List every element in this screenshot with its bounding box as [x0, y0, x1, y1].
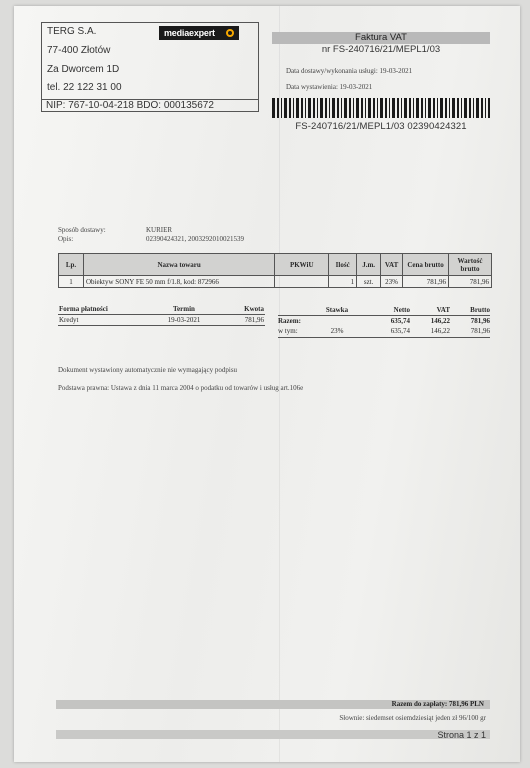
item-gross-price: 781,96: [403, 276, 449, 288]
seller-phone: tel. 22 122 31 00: [47, 82, 122, 93]
item-gross-value: 781,96: [448, 276, 491, 288]
barcode-bar: [428, 98, 431, 118]
barcode-bar: [380, 98, 383, 118]
barcode-bar: [317, 98, 318, 118]
col-pkwiu: PKWiU: [275, 254, 329, 276]
barcode-bar: [461, 98, 462, 118]
seller-box: [41, 22, 259, 112]
invoice-number: nr FS-240716/21/MEPL1/03: [321, 44, 441, 55]
barcode-bar: [481, 98, 483, 118]
barcode-bar: [329, 98, 330, 118]
barcode-bar: [413, 98, 414, 118]
barcode-bar: [488, 98, 490, 118]
payment-amount-header: Kwota: [215, 305, 265, 314]
net-header: Netto: [360, 305, 410, 315]
incl-rate: 23%: [314, 326, 360, 337]
issue-date: Data wystawienia: 19-03-2021: [286, 83, 373, 91]
invoice-title: Faktura VAT: [272, 32, 490, 44]
delivery-date: Data dostawy/wykonania usługi: 19-03-2021: [286, 67, 413, 75]
incl-label: w tym:: [278, 326, 314, 337]
col-name: Nazwa towaru: [83, 254, 274, 276]
legal-basis-note: Podstawa prawna: Ustawa z dnia 11 marca 2004 o podatku od towarów i usług art.106e: [58, 384, 304, 392]
barcode-bar: [320, 98, 323, 118]
barcode-bar: [404, 98, 407, 118]
col-lp: Lp.: [59, 254, 84, 276]
page-number: Strona 1 z 1: [437, 730, 486, 740]
barcode-bar: [389, 98, 390, 118]
description-value: 02390424321, 2003292010021539: [146, 235, 244, 243]
mediaexpert-logo: [159, 26, 239, 40]
payment-form: Kredyt: [58, 314, 153, 325]
sum-gross: 781,96: [470, 316, 490, 325]
vat-header: VAT: [410, 305, 450, 315]
barcode-bar: [373, 98, 375, 118]
barcode-bar: [409, 98, 411, 118]
vat-summary-table: [278, 305, 490, 338]
seller-tax-ids: NIP: 767-10-04-218 BDO: 000135672: [42, 99, 258, 112]
barcode-bar: [368, 98, 371, 118]
total-to-pay: Razem do zapłaty: 781,96 PLN: [56, 700, 490, 709]
summary-header-row: [278, 305, 490, 315]
incl-net: 635,74: [360, 326, 410, 337]
col-gross-value: Wartość brutto: [448, 254, 491, 276]
table-row: [59, 276, 492, 288]
incl-vat: 146,22: [410, 326, 450, 337]
seller-city: 77-400 Złotów: [47, 45, 111, 56]
barcode-bar: [377, 98, 378, 118]
item-pkwiu: [275, 276, 329, 288]
barcode-bar: [349, 98, 351, 118]
barcode-bar: [469, 98, 471, 118]
barcode-bar: [421, 98, 423, 118]
barcode-bar: [332, 98, 335, 118]
sum-vat: 146,22: [430, 316, 450, 325]
barcode-bar: [425, 98, 426, 118]
summary-total-row: [278, 315, 490, 326]
delivery-method-value: KURIER: [146, 226, 173, 234]
barcode-bar: [452, 98, 455, 118]
payment-table: [58, 305, 265, 326]
item-unit: szt.: [357, 276, 381, 288]
barcode-bar: [464, 98, 467, 118]
barcode-bar: [365, 98, 366, 118]
rate-header: Stawka: [314, 305, 360, 315]
logo-ring-icon: [226, 29, 234, 37]
barcode-bar: [361, 98, 363, 118]
incl-gross: 781,96: [450, 326, 490, 337]
barcode-bar: [272, 98, 275, 118]
item-vat: 23%: [381, 276, 403, 288]
barcode-bar: [401, 98, 402, 118]
gross-header: Brutto: [450, 305, 490, 315]
barcode-bar: [305, 98, 306, 118]
seller-name: TERG S.A.: [47, 26, 97, 37]
amount-in-words: Słownie: siedemset osiemdziesiąt jeden zł 96/100 gr: [339, 714, 486, 722]
barcode-text: FS-240716/21/MEPL1/03 02390424321: [295, 121, 467, 132]
logo-text: mediaexpert: [164, 28, 215, 38]
item-lp: 1: [59, 276, 84, 288]
delivery-method-label: Sposób dostawy:: [58, 226, 106, 234]
barcode-bar: [457, 98, 459, 118]
barcode-bar: [344, 98, 347, 118]
item-name: Obiektyw SONY FE 50 mm f/1.8, kod: 872966: [83, 276, 274, 288]
items-header-row: [59, 254, 492, 276]
barcode-bar: [337, 98, 339, 118]
sum-rate: [314, 315, 360, 326]
col-gross-price: Cena brutto: [403, 254, 449, 276]
payment-term: 19-03-2021: [153, 314, 215, 325]
barcode-bar: [437, 98, 438, 118]
payment-form-header: Forma płatności: [58, 305, 153, 314]
barcode-bar: [308, 98, 311, 118]
col-vat: VAT: [381, 254, 403, 276]
barcode-bar: [289, 98, 291, 118]
barcode-bar: [356, 98, 359, 118]
sum-net: 635,74: [390, 316, 410, 325]
barcode-bar: [385, 98, 387, 118]
barcode-bar: [449, 98, 450, 118]
barcode: [272, 98, 490, 118]
items-table: [58, 253, 492, 288]
payment-amount: 781,96: [215, 314, 265, 325]
col-qty: Ilość: [329, 254, 357, 276]
payment-header-row: [58, 305, 265, 314]
barcode-bar: [313, 98, 315, 118]
barcode-bar: [325, 98, 327, 118]
item-qty: 1: [329, 276, 357, 288]
barcode-bar: [281, 98, 282, 118]
barcode-bar: [485, 98, 486, 118]
summary-rate-row: [278, 326, 490, 337]
barcode-bar: [476, 98, 479, 118]
col-unit: J.m.: [357, 254, 381, 276]
sum-label: Razem:: [278, 316, 301, 325]
description-label: Opis:: [58, 235, 74, 243]
barcode-bar: [397, 98, 399, 118]
barcode-bar: [284, 98, 287, 118]
table-row: [58, 314, 265, 325]
signature-note: Dokument wystawiony automatycznie nie wymagający podpisu: [58, 366, 238, 374]
barcode-bar: [293, 98, 294, 118]
barcode-bar: [433, 98, 435, 118]
barcode-bar: [445, 98, 447, 118]
barcode-bar: [473, 98, 474, 118]
barcode-bar: [440, 98, 443, 118]
seller-street: Za Dworcem 1D: [47, 64, 120, 75]
barcode-bar: [277, 98, 279, 118]
barcode-bar: [392, 98, 395, 118]
barcode-bar: [416, 98, 419, 118]
barcode-bar: [301, 98, 303, 118]
payment-term-header: Termin: [153, 305, 215, 314]
barcode-bar: [341, 98, 342, 118]
barcode-bar: [353, 98, 354, 118]
barcode-bar: [296, 98, 299, 118]
